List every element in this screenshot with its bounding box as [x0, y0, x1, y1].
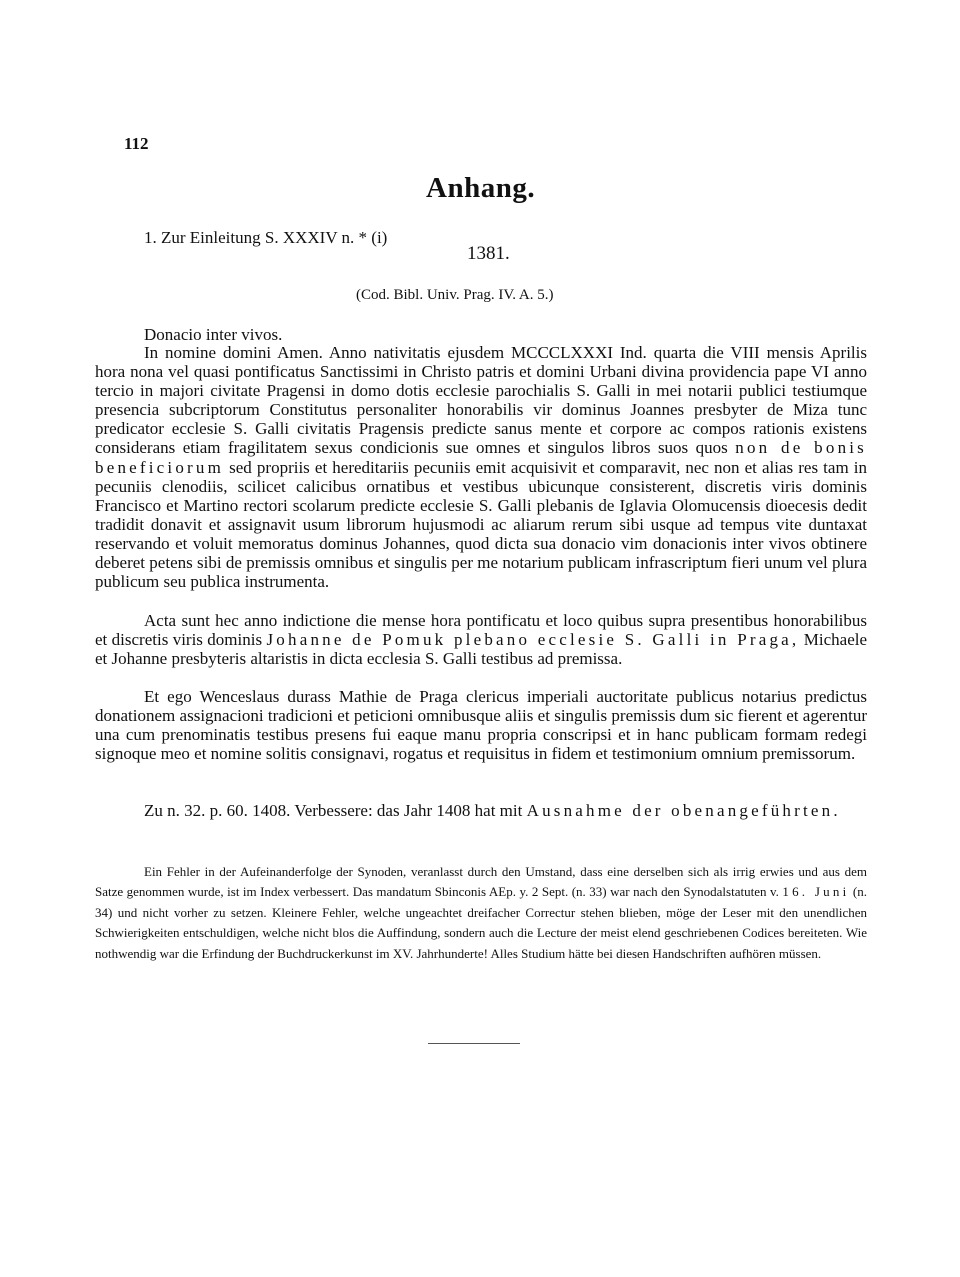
page-title: Anhang. — [426, 172, 536, 204]
paragraph-text: In nomine domini Amen. Anno nativitatis ejusdem MCCCLXXXI Ind. quarta die VIII mensis Aprilis hora nona vel quasi pontificatus Sanctissimi in Christo patris et domini Urbani divina providencia pape VI anno tercio in majori civitate Pragensi in domo dotis ecclesie parochialis S. Galli in mei notarii publici testiumque presencia subcriptorum Constitutus personaliter honorabilis vir dominus Joannes presbyter de Miza tunc predicator ecclesie S. Galli civitatis Pragensis predicte sanus mente et corpore ac compos rationis existens considerans etiam fragilitatem sexus condicionis sue omnes et singulos libros suos quos — [95, 343, 867, 458]
source-citation: (Cod. Bibl. Univ. Prag. IV. A. 5.) — [356, 287, 554, 303]
correction-note — [95, 800, 867, 821]
note-text: Zu n. 32. p. 60. 1408. Verbessere: das Jahr 1408 hat mit — [144, 801, 523, 820]
spaced-text: non de bonis beneficiorum — [95, 438, 868, 477]
paragraph-text: Michaele et Johanne presbyteris altaristis in dicta ecclesia S. Galli testibus ad premissa. — [95, 630, 868, 669]
paragraph-donation — [95, 343, 867, 591]
footnote-text: Ein Fehler in der Aufeinanderfolge der Synoden, veranlasst durch den Umstand, dass eine derselben sich als irrig erwies und aus dem Satze genommen wurde, ist im Index verbessert. Das mandatum Sbinconis AEp. y. 2 Sept. (n. 33) war nach den Synodalstatuten v. — [95, 864, 867, 900]
spaced-text: 16. Juni — [782, 884, 850, 900]
paragraph-text: sed propriis et hereditariis pecuniis emit acquisivit et comparavit, nec non et alias res tam in pecuniis clenodiis, scilicet calicibus ornatibus et vestibus ubicunque consisterent, discretis viris dominis Francisco et Martino rectori scolarum predicte ecclesie S. Galli plebanis de Iglavia Olomucensis dioecesis dedit tradidit donavit et assignavit usum librorum hujusmodi ac aliarum rerum sibi usque ad tempus vite duntaxat reservando et voluit memoratus dominus Johannes, quod dicta sua donacio vim donacionis inter vivos obtinere deberet petens sibi de premissis omnibus et singulis per me notarium publicam infrascriptum fieri unum vel plura publicum seu publica instrumenta. — [95, 457, 867, 592]
spaced-text: Johanne de Pomuk plebano ecclesie S. Galli in Praga, — [266, 630, 800, 650]
document-title: Donacio inter vivos. — [144, 325, 283, 344]
page-number: 112 — [124, 134, 149, 153]
section-reference: 1. Zur Einleitung S. XXXIV n. * (i) — [144, 228, 388, 247]
end-rule — [428, 1043, 520, 1044]
footnote-text: (n. 34) und nicht vorher zu setzen. Kleinere Fehler, welche ungeachtet dreifacher Correctur stehen blieben, möge der Leser mit den unendlichen Schwierigkeiten entschuldigen, welche nicht blos die Auffindung, sondern auch die Lecture der meist elend geschriebenen Codices bereiteten. Wie nothwendig war die Erfindung der Buchdruckerkunst im XV. Jahrhunderte! Alles Studium hätte bei diesen Handschriften aufhören müssen. — [95, 884, 867, 961]
paragraph-text: Acta sunt hec anno indictione die mense hora pontificatu et loco quibus supra presentibus honorabilibus et discretis viris dominis — [95, 611, 867, 650]
paragraph-notary: Et ego Wenceslaus durass Mathie de Praga clericus imperiali auctoritate publicus notarius predictus donationem assignacioni tradicioni et peticioni omnibusque aliis et singulis premissis dum sic fierent et agerentur una cum prenominatis testibus presens fui eaque manu propria conscripsi et in hanc publicam formam redegi signoque meo et nomine solitis consignavi, rogatus et requisitus in fidem et testimonium omnium premissorum. — [95, 687, 867, 764]
document-year: 1381. — [467, 243, 510, 264]
spaced-text: Ausnahme der obenangeführten. — [526, 801, 841, 820]
footnote — [95, 862, 867, 964]
paragraph-witnesses — [95, 611, 867, 668]
